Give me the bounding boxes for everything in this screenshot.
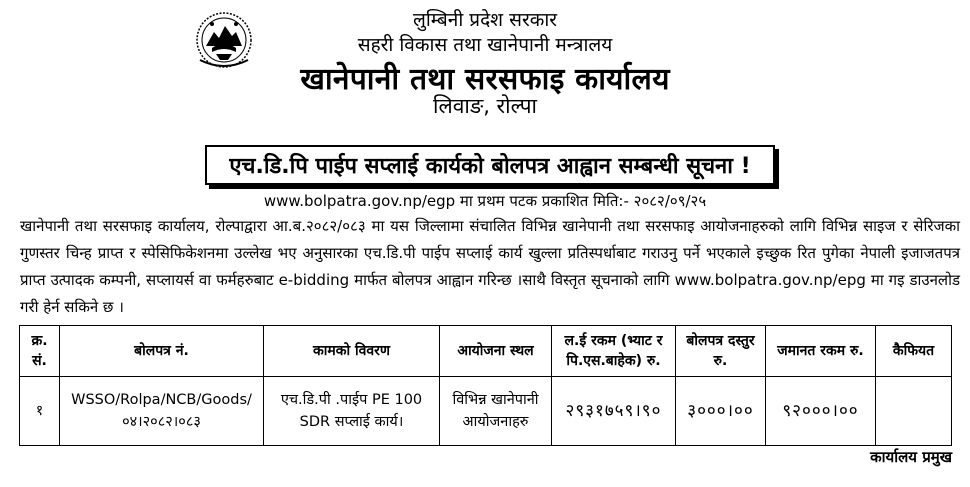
cell-bid-fee: ३०००।०० xyxy=(676,377,766,446)
cell-project-site: विभिन्न खानेपानी आयोजनाहरु xyxy=(440,377,552,446)
col-header-bid-bond: जमानत रकम रु. xyxy=(766,326,876,377)
col-header-remarks: कैफियत xyxy=(876,326,952,377)
col-header-bid-fee: बोलपत्र दस्तुर रु. xyxy=(676,326,766,377)
notice-body-paragraph: खानेपानी तथा सरसफाइ कार्यालय, रोल्पाद्वारा आ.ब.२०८२/०८३ मा यस जिल्लामा संचालित विभिन्न खानेपानी तथा सरसफाइ आयोजनाहरुको लागि विभिन्न साइज र सेरिजका गुणस्तर चिन्ह प्राप्त र स्पेसिफिकेशनमा उल्लेख भए अनुसारका एच.डि.पी पाईप सप्लाई कार्य खुल्ला प्रतिस्पर्धाबाट गराउनु पर्ने भएकाले इच्छुक रित पुगेका नेपाली इजाजतपत्र प्राप्त उत्पादक कम्पनी, सप्लायर्स वा फर्महरुबाट e-bidding मार्फत बोलपत्र आह्वान गरिन्छ ।साथै विस्तृत सूचनाको लागि www.bolpatra.gov.np/epg मा गइ डाउनलोड गरी हेर्न सकिने छ । xyxy=(20,217,960,316)
ministry-name: सहरी विकास तथा खानेपानी मन्त्रालय xyxy=(357,34,613,56)
col-header-project-site: आयोजना स्थल xyxy=(440,326,552,377)
cell-remarks xyxy=(876,377,952,446)
tender-table xyxy=(19,325,952,446)
table-row xyxy=(20,377,952,446)
cell-bid-no: WSSO/Rolpa/NCB/Goods/ ०४।२०८२।०८३ xyxy=(60,377,264,446)
publication-date-line: www.bolpatra.gov.np/egp मा प्रथम पटक प्रकाशित मिति:- २०८२/०९/२५ xyxy=(263,192,707,210)
col-header-work-desc: कामको विवरण xyxy=(264,326,440,377)
office-name: खानेपानी तथा सरसफाइ कार्यालय xyxy=(300,62,670,97)
notice-title-banner xyxy=(205,145,775,185)
col-header-sn: क्र. सं. xyxy=(20,326,60,377)
province-government-name: लुम्बिनी प्रदेश सरकार xyxy=(412,9,558,31)
table-header-row xyxy=(20,326,952,377)
notice-title: एच.डि.पि पाईप सप्लाई कार्यको बोलपत्र आह्वान सम्बन्धी सूचना ! xyxy=(229,154,751,179)
col-header-cost-estimate: ल.ई रकम (भ्याट र पि.एस.बाहेक) रु. xyxy=(552,326,676,377)
cell-bid-bond: ९२०००।०० xyxy=(766,377,876,446)
cell-work-desc: एच.डि.पी .पाईप PE 100 SDR सप्लाई कार्य। xyxy=(264,377,440,446)
office-location: लिवाङ, रोल्पा xyxy=(433,94,537,118)
cell-sn: १ xyxy=(20,377,60,446)
col-header-bid-no: बोलपत्र नं. xyxy=(60,326,264,377)
signatory-title: कार्यालय प्रमुख xyxy=(870,448,952,466)
cell-cost-estimate: २९३१७५९।९० xyxy=(552,377,676,446)
